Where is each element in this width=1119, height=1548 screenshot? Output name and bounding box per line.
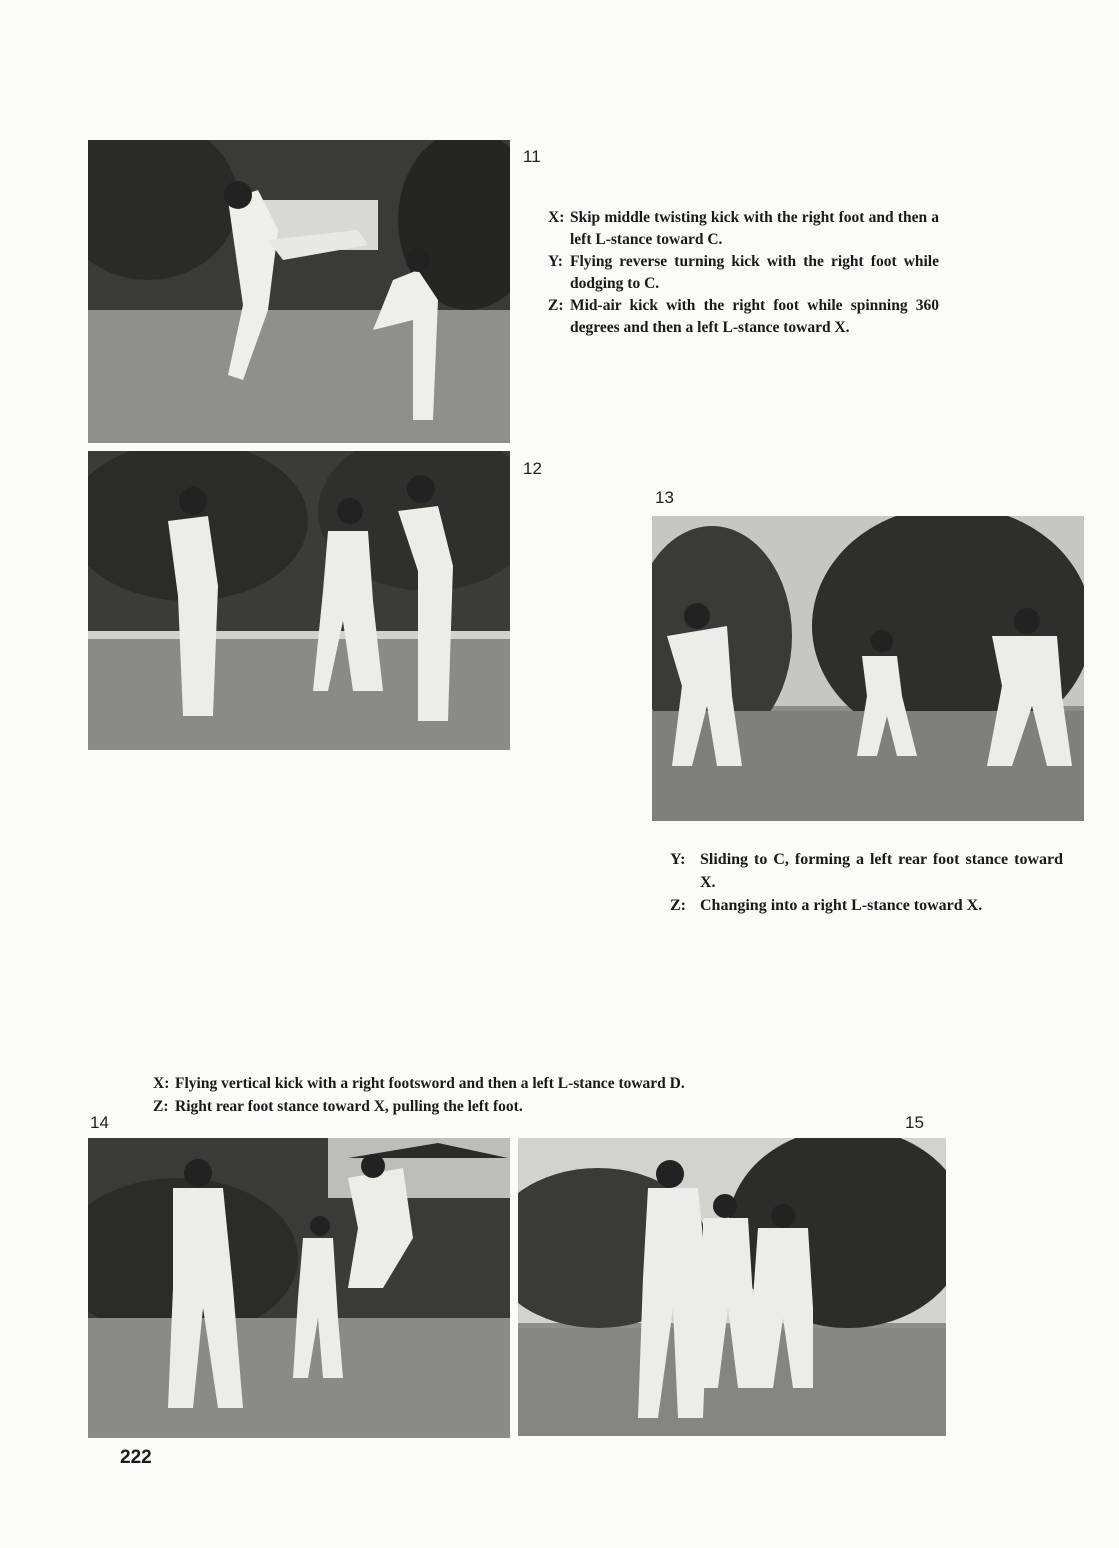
photo-13-image (652, 516, 1084, 821)
caption-13-z: Z: Changing into a right L-stance toward X. (670, 897, 983, 914)
caption-14-15 (153, 1072, 893, 1118)
caption-11-z: Z: Mid-air kick with the right foot while spinning 360 degrees and then a left L-stance toward X. (548, 297, 939, 336)
photo-15 (518, 1138, 946, 1436)
photo-12-image (88, 451, 510, 750)
caption-14-15-z: Z: Right rear foot stance toward X, pulling the left foot. (153, 1098, 523, 1115)
photo-14 (88, 1138, 510, 1438)
photo-15-image (518, 1138, 946, 1436)
caption-13-y: Y: Sliding to C, forming a left rear foot stance toward X. (670, 851, 1063, 891)
caption-11-y: Y: Flying reverse turning kick with the right foot while dodging to C. (548, 253, 939, 292)
photo-15-number: 15 (905, 1113, 924, 1132)
photo-13-number: 13 (655, 488, 674, 507)
caption-11-x: X: Skip middle twisting kick with the right foot and then a left L-stance toward C. (548, 209, 939, 248)
caption-11 (548, 207, 939, 339)
page-number: 222 (120, 1447, 152, 1468)
caption-13 (670, 848, 1063, 917)
photo-11 (88, 140, 510, 443)
photo-11-image (88, 140, 510, 443)
caption-14-15-x: X: Flying vertical kick with a right footsword and then a left L-stance toward D. (153, 1075, 685, 1092)
photo-12-number: 12 (523, 459, 542, 478)
photo-12 (88, 451, 510, 750)
photo-13 (652, 516, 1084, 821)
photo-11-number: 11 (523, 147, 541, 166)
photo-14-number: 14 (90, 1113, 109, 1132)
photo-14-image (88, 1138, 510, 1438)
